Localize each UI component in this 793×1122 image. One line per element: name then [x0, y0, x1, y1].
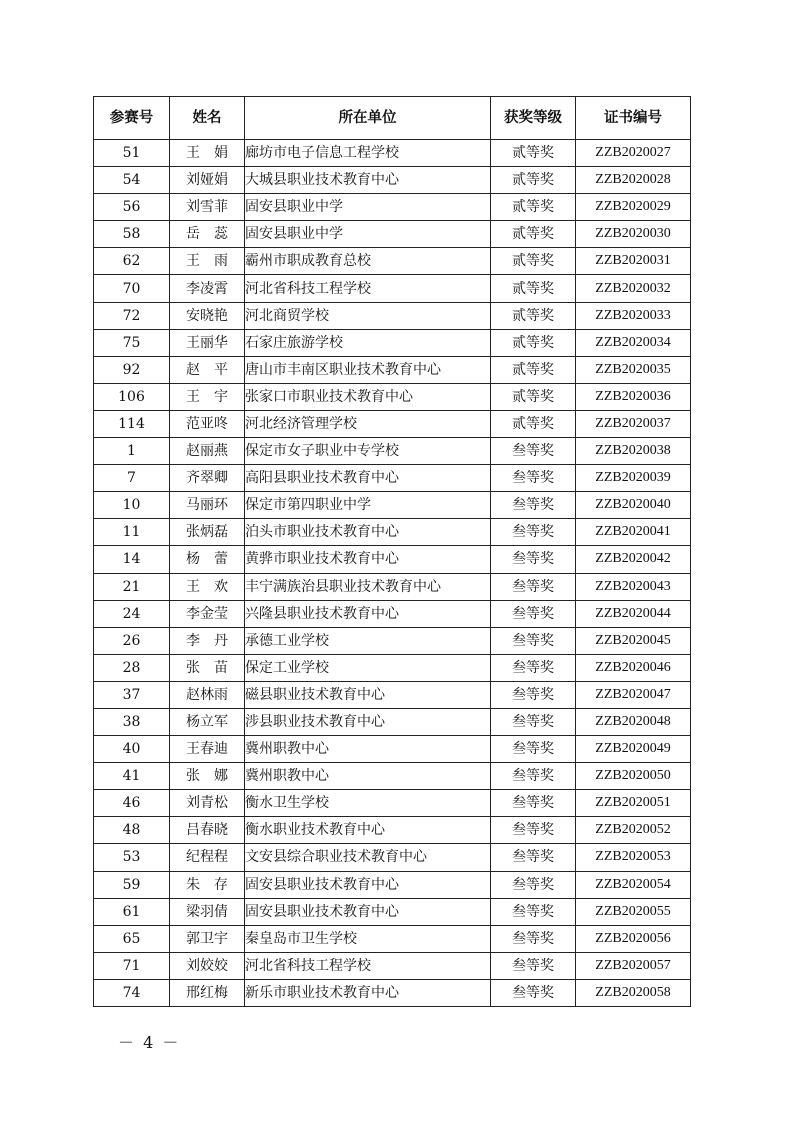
cell-name: 杨立军 — [170, 708, 245, 735]
cell-entry-number: 54 — [94, 167, 170, 194]
cell-unit: 衡水卫生学校 — [245, 790, 491, 817]
cell-entry-number: 14 — [94, 546, 170, 573]
cell-name: 李金莹 — [170, 600, 245, 627]
cell-unit: 河北省科技工程学校 — [245, 952, 491, 979]
cell-certificate-number: ZZB2020050 — [576, 763, 691, 790]
cell-name: 朱 存 — [170, 871, 245, 898]
cell-unit: 新乐市职业技术教育中心 — [245, 979, 491, 1006]
cell-award-level: 叁等奖 — [491, 979, 576, 1006]
cell-award-level: 贰等奖 — [491, 275, 576, 302]
cell-certificate-number: ZZB2020035 — [576, 356, 691, 383]
header-unit: 所在单位 — [245, 97, 491, 140]
table-row — [94, 194, 691, 221]
cell-entry-number: 62 — [94, 248, 170, 275]
table-row — [94, 438, 691, 465]
cell-name: 李 丹 — [170, 627, 245, 654]
cell-name: 张 娜 — [170, 763, 245, 790]
table-row — [94, 600, 691, 627]
page-number: － 4 － — [118, 1033, 181, 1052]
cell-entry-number: 1 — [94, 438, 170, 465]
cell-certificate-number: ZZB2020055 — [576, 898, 691, 925]
cell-unit: 保定工业学校 — [245, 654, 491, 681]
cell-award-level: 贰等奖 — [491, 410, 576, 437]
cell-unit: 固安县职业技术教育中心 — [245, 898, 491, 925]
cell-unit: 固安县职业技术教育中心 — [245, 871, 491, 898]
cell-award-level: 贰等奖 — [491, 167, 576, 194]
cell-name: 王 雨 — [170, 248, 245, 275]
table-row — [94, 952, 691, 979]
cell-award-level: 贰等奖 — [491, 383, 576, 410]
cell-entry-number: 46 — [94, 790, 170, 817]
cell-award-level: 叁等奖 — [491, 627, 576, 654]
cell-name: 王 宇 — [170, 383, 245, 410]
table-row — [94, 898, 691, 925]
cell-unit: 大城县职业技术教育中心 — [245, 167, 491, 194]
cell-award-level: 叁等奖 — [491, 681, 576, 708]
cell-entry-number: 58 — [94, 221, 170, 248]
cell-entry-number: 38 — [94, 708, 170, 735]
cell-name: 王 娟 — [170, 140, 245, 167]
cell-certificate-number: ZZB2020056 — [576, 925, 691, 952]
cell-entry-number: 92 — [94, 356, 170, 383]
cell-certificate-number: ZZB2020030 — [576, 221, 691, 248]
cell-name: 安晓艳 — [170, 302, 245, 329]
cell-award-level: 叁等奖 — [491, 708, 576, 735]
cell-entry-number: 70 — [94, 275, 170, 302]
cell-entry-number: 71 — [94, 952, 170, 979]
cell-certificate-number: ZZB2020039 — [576, 465, 691, 492]
cell-name: 王 欢 — [170, 573, 245, 600]
table-row — [94, 817, 691, 844]
cell-award-level: 贰等奖 — [491, 329, 576, 356]
cell-entry-number: 56 — [94, 194, 170, 221]
cell-certificate-number: ZZB2020054 — [576, 871, 691, 898]
cell-award-level: 叁等奖 — [491, 790, 576, 817]
cell-certificate-number: ZZB2020043 — [576, 573, 691, 600]
cell-certificate-number: ZZB2020045 — [576, 627, 691, 654]
cell-award-level: 叁等奖 — [491, 763, 576, 790]
cell-award-level: 叁等奖 — [491, 519, 576, 546]
table-row — [94, 383, 691, 410]
cell-entry-number: 75 — [94, 329, 170, 356]
cell-certificate-number: ZZB2020047 — [576, 681, 691, 708]
cell-certificate-number: ZZB2020034 — [576, 329, 691, 356]
cell-name: 梁羽倩 — [170, 898, 245, 925]
cell-certificate-number: ZZB2020052 — [576, 817, 691, 844]
cell-certificate-number: ZZB2020051 — [576, 790, 691, 817]
cell-unit: 保定市第四职业中学 — [245, 492, 491, 519]
table-row — [94, 546, 691, 573]
table-header-row — [94, 97, 691, 140]
table-row — [94, 302, 691, 329]
cell-unit: 秦皇岛市卫生学校 — [245, 925, 491, 952]
cell-entry-number: 61 — [94, 898, 170, 925]
cell-unit: 高阳县职业技术教育中心 — [245, 465, 491, 492]
cell-certificate-number: ZZB2020040 — [576, 492, 691, 519]
cell-unit: 廊坊市电子信息工程学校 — [245, 140, 491, 167]
table-row — [94, 167, 691, 194]
cell-entry-number: 7 — [94, 465, 170, 492]
cell-name: 王丽华 — [170, 329, 245, 356]
cell-award-level: 叁等奖 — [491, 817, 576, 844]
cell-name: 王春迪 — [170, 736, 245, 763]
cell-unit: 唐山市丰南区职业技术教育中心 — [245, 356, 491, 383]
cell-certificate-number: ZZB2020038 — [576, 438, 691, 465]
cell-entry-number: 114 — [94, 410, 170, 437]
cell-unit: 河北商贸学校 — [245, 302, 491, 329]
cell-certificate-number: ZZB2020053 — [576, 844, 691, 871]
cell-name: 郭卫宇 — [170, 925, 245, 952]
cell-award-level: 叁等奖 — [491, 736, 576, 763]
cell-unit: 涉县职业技术教育中心 — [245, 708, 491, 735]
header-entry-number: 参赛号 — [94, 97, 170, 140]
awards-table — [93, 96, 691, 1007]
cell-entry-number: 65 — [94, 925, 170, 952]
cell-name: 刘雪菲 — [170, 194, 245, 221]
cell-entry-number: 59 — [94, 871, 170, 898]
cell-certificate-number: ZZB2020057 — [576, 952, 691, 979]
cell-entry-number: 26 — [94, 627, 170, 654]
cell-award-level: 叁等奖 — [491, 546, 576, 573]
cell-name: 张炳磊 — [170, 519, 245, 546]
cell-award-level: 叁等奖 — [491, 871, 576, 898]
table-row — [94, 140, 691, 167]
cell-entry-number: 28 — [94, 654, 170, 681]
table-row — [94, 708, 691, 735]
table-row — [94, 736, 691, 763]
table-row — [94, 275, 691, 302]
cell-award-level: 叁等奖 — [491, 573, 576, 600]
cell-award-level: 贰等奖 — [491, 221, 576, 248]
cell-entry-number: 11 — [94, 519, 170, 546]
cell-entry-number: 53 — [94, 844, 170, 871]
table-row — [94, 221, 691, 248]
cell-entry-number: 41 — [94, 763, 170, 790]
cell-award-level: 叁等奖 — [491, 898, 576, 925]
cell-name: 李凌霄 — [170, 275, 245, 302]
cell-certificate-number: ZZB2020041 — [576, 519, 691, 546]
cell-unit: 承德工业学校 — [245, 627, 491, 654]
cell-award-level: 叁等奖 — [491, 952, 576, 979]
cell-award-level: 叁等奖 — [491, 600, 576, 627]
table-row — [94, 979, 691, 1006]
cell-award-level: 贰等奖 — [491, 248, 576, 275]
cell-name: 赵林雨 — [170, 681, 245, 708]
cell-entry-number: 37 — [94, 681, 170, 708]
cell-certificate-number: ZZB2020033 — [576, 302, 691, 329]
cell-name: 范亚咚 — [170, 410, 245, 437]
table-row — [94, 492, 691, 519]
cell-unit: 河北经济管理学校 — [245, 410, 491, 437]
cell-award-level: 贰等奖 — [491, 302, 576, 329]
cell-unit: 冀州职教中心 — [245, 763, 491, 790]
cell-name: 刘姣姣 — [170, 952, 245, 979]
cell-award-level: 叁等奖 — [491, 654, 576, 681]
cell-name: 赵 平 — [170, 356, 245, 383]
cell-unit: 磁县职业技术教育中心 — [245, 681, 491, 708]
cell-name: 马丽环 — [170, 492, 245, 519]
cell-unit: 固安县职业中学 — [245, 194, 491, 221]
cell-award-level: 贰等奖 — [491, 356, 576, 383]
cell-unit: 石家庄旅游学校 — [245, 329, 491, 356]
cell-award-level: 叁等奖 — [491, 844, 576, 871]
cell-entry-number: 48 — [94, 817, 170, 844]
table-row — [94, 248, 691, 275]
table-row — [94, 410, 691, 437]
cell-unit: 衡水职业技术教育中心 — [245, 817, 491, 844]
header-certificate-number: 证书编号 — [576, 97, 691, 140]
table-body — [94, 140, 691, 1007]
cell-name: 齐翠卿 — [170, 465, 245, 492]
cell-award-level: 叁等奖 — [491, 925, 576, 952]
cell-name: 张 苗 — [170, 654, 245, 681]
cell-name: 刘娅娟 — [170, 167, 245, 194]
table-row — [94, 465, 691, 492]
cell-name: 邢红梅 — [170, 979, 245, 1006]
table-row — [94, 329, 691, 356]
header-award-level: 获奖等级 — [491, 97, 576, 140]
table-row — [94, 519, 691, 546]
cell-entry-number: 24 — [94, 600, 170, 627]
cell-entry-number: 51 — [94, 140, 170, 167]
cell-entry-number: 40 — [94, 736, 170, 763]
cell-certificate-number: ZZB2020036 — [576, 383, 691, 410]
table-row — [94, 844, 691, 871]
cell-award-level: 贰等奖 — [491, 194, 576, 221]
cell-entry-number: 10 — [94, 492, 170, 519]
cell-award-level: 叁等奖 — [491, 465, 576, 492]
cell-unit: 保定市女子职业中专学校 — [245, 438, 491, 465]
cell-award-level: 叁等奖 — [491, 438, 576, 465]
table-row — [94, 356, 691, 383]
cell-unit: 丰宁满族治县职业技术教育中心 — [245, 573, 491, 600]
cell-certificate-number: ZZB2020046 — [576, 654, 691, 681]
cell-unit: 文安县综合职业技术教育中心 — [245, 844, 491, 871]
cell-award-level: 贰等奖 — [491, 140, 576, 167]
cell-name: 岳 蕊 — [170, 221, 245, 248]
cell-certificate-number: ZZB2020032 — [576, 275, 691, 302]
table-row — [94, 681, 691, 708]
table-row — [94, 763, 691, 790]
cell-name: 纪程程 — [170, 844, 245, 871]
cell-certificate-number: ZZB2020027 — [576, 140, 691, 167]
cell-unit: 兴隆县职业技术教育中心 — [245, 600, 491, 627]
table-row — [94, 790, 691, 817]
table-row — [94, 871, 691, 898]
cell-unit: 河北省科技工程学校 — [245, 275, 491, 302]
cell-unit: 霸州市职成教育总校 — [245, 248, 491, 275]
table-row — [94, 573, 691, 600]
cell-certificate-number: ZZB2020048 — [576, 708, 691, 735]
cell-unit: 固安县职业中学 — [245, 221, 491, 248]
cell-unit: 冀州职教中心 — [245, 736, 491, 763]
cell-entry-number: 72 — [94, 302, 170, 329]
cell-name: 刘青松 — [170, 790, 245, 817]
table-row — [94, 654, 691, 681]
cell-unit: 张家口市职业技术教育中心 — [245, 383, 491, 410]
cell-entry-number: 74 — [94, 979, 170, 1006]
table-row — [94, 627, 691, 654]
cell-certificate-number: ZZB2020029 — [576, 194, 691, 221]
cell-name: 赵丽燕 — [170, 438, 245, 465]
cell-certificate-number: ZZB2020042 — [576, 546, 691, 573]
cell-certificate-number: ZZB2020044 — [576, 600, 691, 627]
cell-name: 杨 蕾 — [170, 546, 245, 573]
cell-certificate-number: ZZB2020037 — [576, 410, 691, 437]
cell-certificate-number: ZZB2020058 — [576, 979, 691, 1006]
cell-award-level: 叁等奖 — [491, 492, 576, 519]
cell-name: 吕春晓 — [170, 817, 245, 844]
cell-unit: 泊头市职业技术教育中心 — [245, 519, 491, 546]
cell-unit: 黄骅市职业技术教育中心 — [245, 546, 491, 573]
cell-entry-number: 21 — [94, 573, 170, 600]
table-row — [94, 925, 691, 952]
cell-certificate-number: ZZB2020028 — [576, 167, 691, 194]
cell-certificate-number: ZZB2020049 — [576, 736, 691, 763]
cell-entry-number: 106 — [94, 383, 170, 410]
cell-certificate-number: ZZB2020031 — [576, 248, 691, 275]
header-name: 姓名 — [170, 97, 245, 140]
